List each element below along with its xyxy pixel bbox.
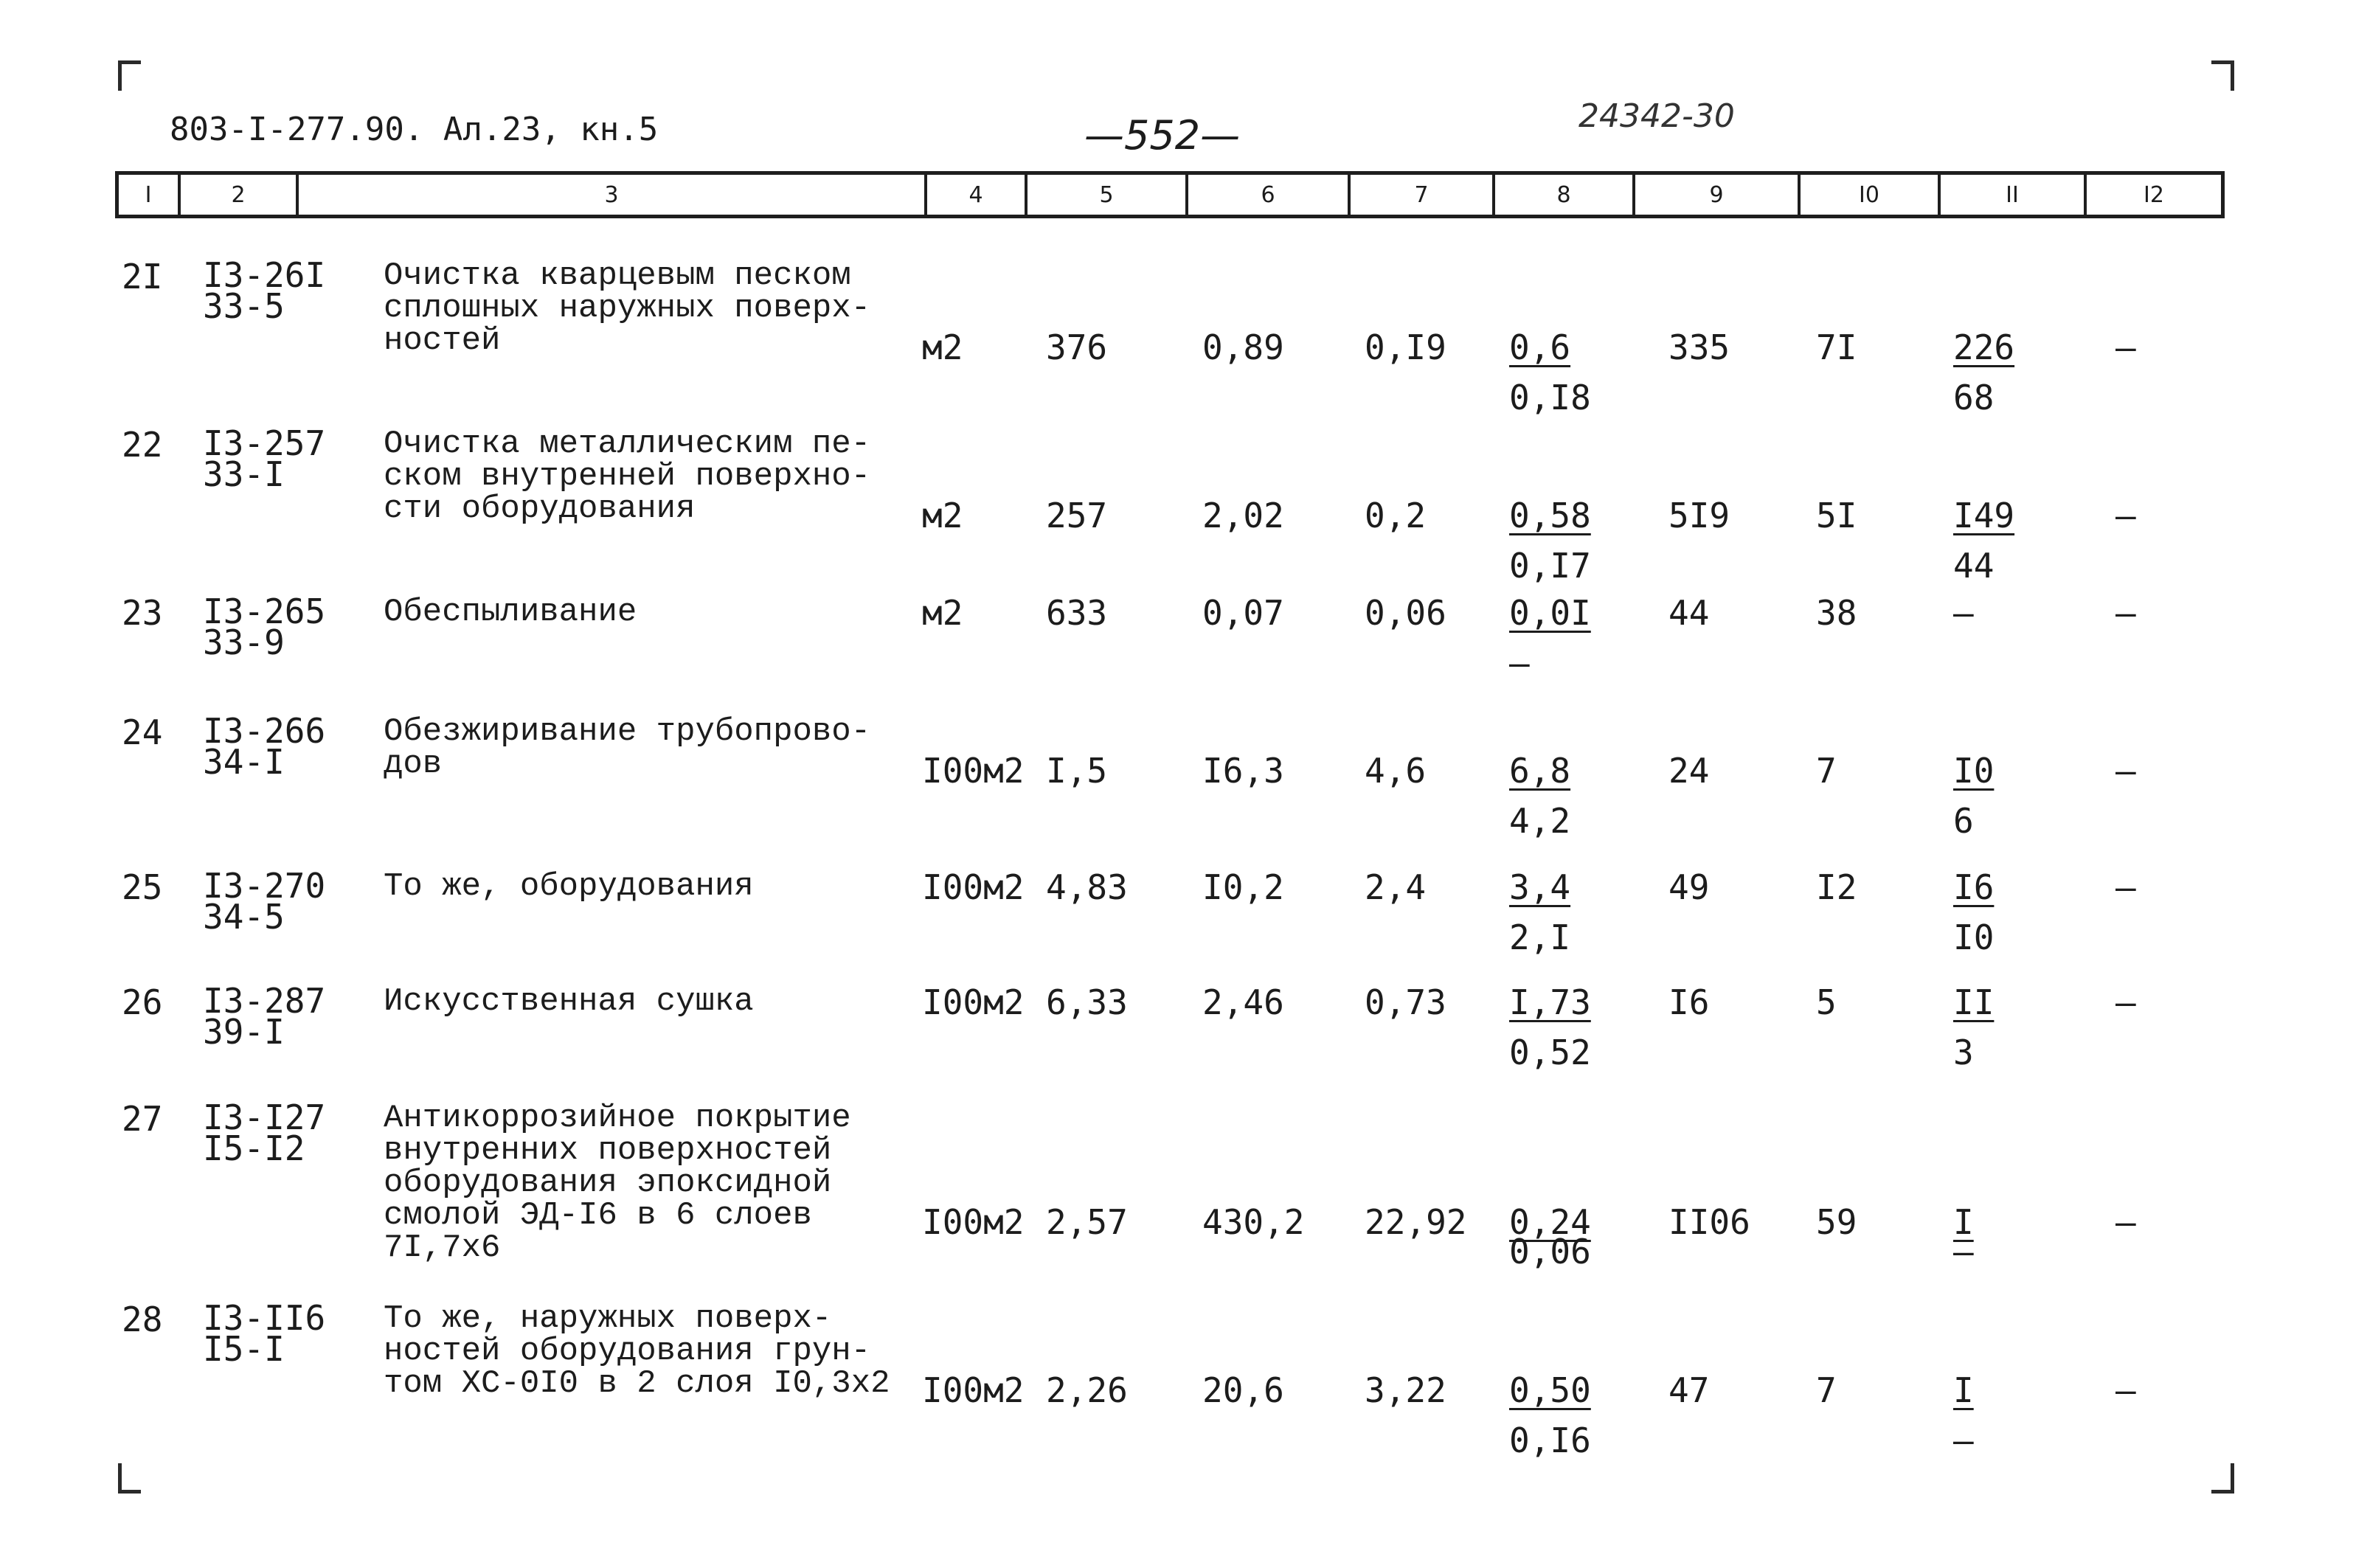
rate-code: I3-II6 I5-I [203,1298,326,1369]
col-8-fraction: $\frac{I,73}{0,52}$ [1509,982,1591,1072]
inventory-number: 24342-30 [1579,97,1735,135]
col-10-value: 7I [1816,327,1857,367]
col-8-fraction: $\frac{0,58}{0,I7}$ [1509,496,1591,586]
rate-code: I3-26I 33-5 [203,255,326,326]
col-6-value: 20,6 [1202,1370,1284,1410]
col-12-value: – [2115,327,2136,367]
work-description: Обезжиривание трубопрово-дов [384,713,871,783]
col-7-value: 0,2 [1365,496,1427,535]
column-header: 5 [1028,175,1188,215]
col-10-value: 5 [1816,982,1837,1022]
unit: I00м2 [922,1370,1025,1410]
col-6-value: I6,3 [1202,751,1284,791]
work-description: Очистка кварцевым песком сплошных наружных поверх-ностей [384,257,871,359]
col-10-value: 38 [1816,593,1857,633]
column-header: 9 [1635,175,1801,215]
column-header: 3 [299,175,927,215]
col-12-value: – [2115,867,2136,907]
quantity: 6,33 [1046,982,1128,1022]
row-number: 28 [122,1300,163,1339]
work-description: То же, оборудования [384,868,754,905]
col-6-value: 2,46 [1202,982,1284,1022]
rate-code: I3-287 39-I [203,981,326,1052]
col-10-value: 5I [1816,496,1857,535]
col-11-fraction: I0 6 [1953,751,1995,841]
col-8-fraction: $\frac{0,6}{0,I8}$ [1509,327,1591,417]
document-code: 803-I-277.90. Ал.23, кн.5 [170,111,659,148]
unit: м2 [922,496,963,535]
unit: I00м2 [922,751,1025,791]
row-number: 22 [122,425,163,465]
unit: м2 [922,593,963,633]
col-9-value: 24 [1668,751,1710,791]
col-9-value: 44 [1668,593,1710,633]
col-10-value: 7 [1816,751,1837,791]
row-number: 27 [122,1099,163,1139]
work-description: Искусственная сушка [384,983,754,1020]
col-7-value: 3,22 [1365,1370,1446,1410]
col-11-fraction: I6 I0 [1953,867,1995,957]
unit: м2 [922,327,963,367]
column-header: 4 [927,175,1028,215]
col-9-value: 5I9 [1668,496,1730,535]
column-header: 6 [1188,175,1351,215]
quantity: 2,57 [1046,1202,1128,1242]
col-10-value: 7 [1816,1370,1837,1410]
col-7-value: 22,92 [1365,1202,1467,1242]
col-6-value: 0,89 [1202,327,1284,367]
col-6-value: 430,2 [1202,1202,1305,1242]
quantity: 376 [1046,327,1108,367]
column-header: II [1941,175,2087,215]
col-7-value: 0,73 [1365,982,1446,1022]
row-number: 24 [122,712,163,752]
col-8-fraction: $\frac{3,4}{2,I}$ [1509,867,1571,957]
col-12-value: – [2115,496,2136,535]
col-11-fraction: I49 44 [1953,496,2015,586]
col-11-fraction: 226 68 [1953,327,2015,417]
quantity: 257 [1046,496,1108,535]
col-9-value: 47 [1668,1370,1710,1410]
col-7-value: 0,06 [1365,593,1446,633]
col-7-value: 4,6 [1365,751,1427,791]
rate-code: I3-266 34-I [203,711,326,782]
col-11-fraction: – [1953,593,1974,633]
col-6-value: 2,02 [1202,496,1284,535]
column-header: I [119,175,181,215]
rate-code: I3-I27 I5-I2 [203,1097,326,1168]
work-description: Очистка металлическим пе-ском внутренней поверхно-сти оборудования [384,426,871,527]
col-6-value: I0,2 [1202,867,1284,907]
unit: I00м2 [922,867,1025,907]
col-12-value: – [2115,1202,2136,1242]
column-header: 2 [181,175,299,215]
col-10-value: I2 [1816,867,1857,907]
column-header: 7 [1351,175,1495,215]
col-8-fraction: $\frac{0,24}{0,06}$ [1509,1202,1591,1272]
col-8-fraction: 0,0I – [1509,593,1591,683]
col-8-fraction: $\frac{0,50}{0,I6}$ [1509,1370,1591,1460]
rate-code: I3-257 33-I [203,423,326,494]
col-9-value: I6 [1668,982,1710,1022]
work-description: Антикоррозийное покрытие внутренних поверхностей оборудования эпоксидной смолой ЭД-I6 в 6 слоев 7I,7х6 [384,1100,851,1266]
quantity: 2,26 [1046,1370,1128,1410]
col-11-fraction: I – [1953,1202,1974,1272]
work-description: Обеспыливание [384,594,637,631]
col-7-value: 2,4 [1365,867,1427,907]
col-12-value: – [2115,751,2136,791]
col-8-fraction: $\frac{6,8}{4,2}$ [1509,751,1571,841]
row-number: 25 [122,867,163,907]
page-number: —552— [1084,112,1241,159]
quantity: 4,83 [1046,867,1128,907]
col-12-value: – [2115,982,2136,1022]
col-11-fraction: II 3 [1953,982,1995,1072]
col-7-value: 0,I9 [1365,327,1446,367]
column-header: 8 [1495,175,1635,215]
rate-code: I3-270 34-5 [203,866,326,937]
work-description: То же, наружных поверх-ностей оборудования грун-том ХС-0I0 в 2 слоя I0,3х2 [384,1300,890,1402]
col-9-value: 335 [1668,327,1730,367]
column-header: I0 [1801,175,1941,215]
row-number: 23 [122,593,163,633]
unit: I00м2 [922,982,1025,1022]
col-12-value: – [2115,1370,2136,1410]
row-number: 26 [122,982,163,1022]
quantity: I,5 [1046,751,1108,791]
rate-code: I3-265 33-9 [203,592,326,662]
column-header: I2 [2144,181,2164,208]
unit: I00м2 [922,1202,1025,1242]
col-9-value: II06 [1668,1202,1750,1242]
col-12-value: – [2115,593,2136,633]
quantity: 633 [1046,593,1108,633]
col-9-value: 49 [1668,867,1710,907]
col-6-value: 0,07 [1202,593,1284,633]
col-10-value: 59 [1816,1202,1857,1242]
col-11-fraction: I – [1953,1370,1974,1460]
row-number: 2I [122,257,163,296]
